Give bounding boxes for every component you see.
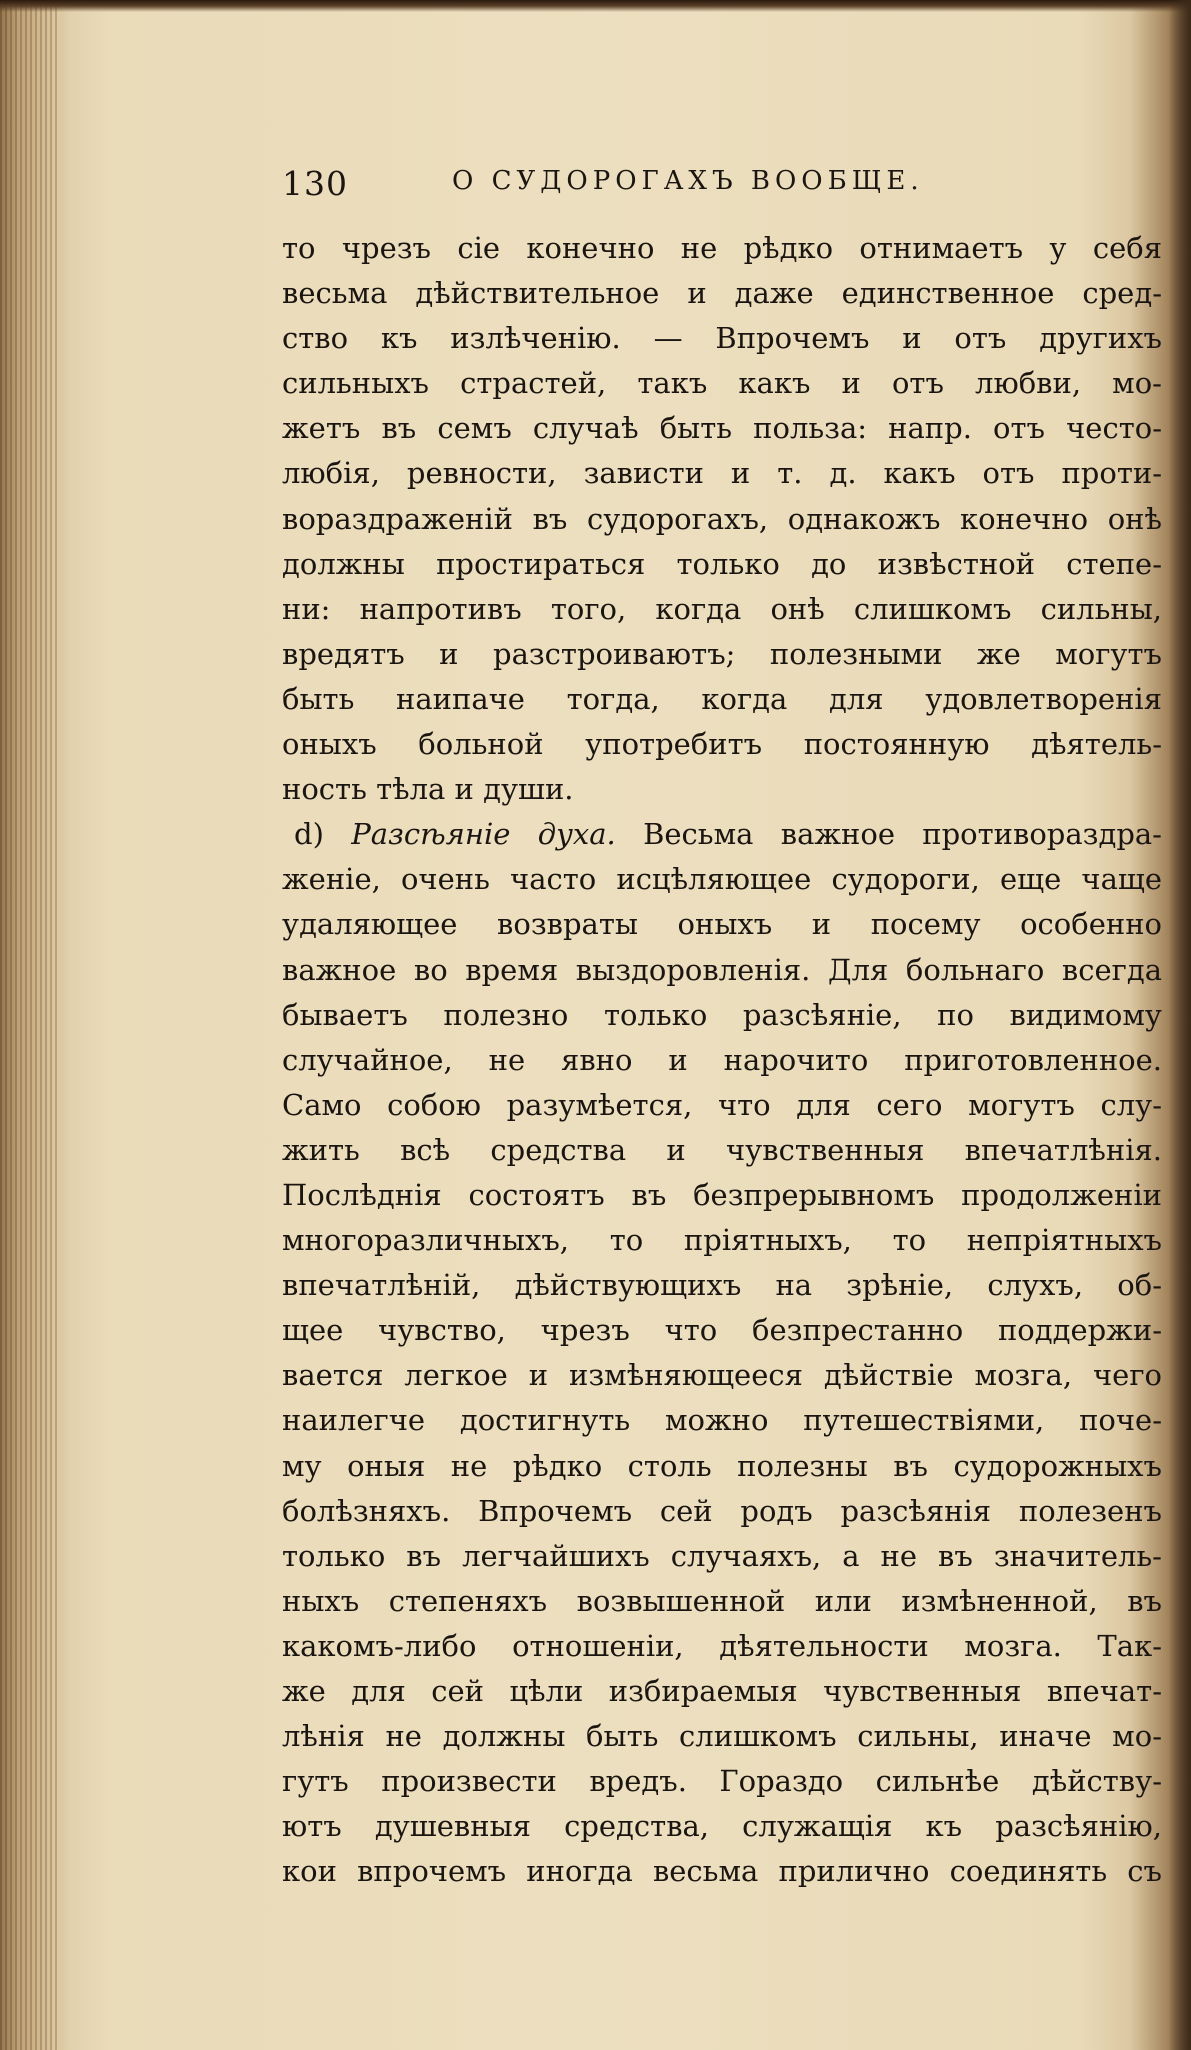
text-line: вораздраженій въ судорогахъ, однакожъ конечно онѣ (282, 501, 1162, 536)
text-line: сильныхъ страстей, такъ какъ и отъ любви, мо- (282, 366, 1162, 401)
page-edge-top (0, 0, 1191, 12)
text-line: впечатлѣній, дѣйствующихъ на зрѣніе, слухъ, об- (282, 1268, 1162, 1303)
paragraph-term: Разсѣяніе духа. (351, 817, 616, 852)
text-line: жить всѣ средства и чувственныя впечатлѣнія. (282, 1132, 1162, 1167)
text-line: щее чувство, чрезъ что безпрестанно поддержи- (282, 1313, 1162, 1348)
text-line: то чрезъ сіе конечно не рѣдко отнимаетъ у себя (282, 231, 1162, 265)
text-line: ство къ излѣченію. — Впрочемъ и отъ другихъ (282, 321, 1162, 356)
text-line: важное во время выздоровленія. Для больнаго всегда (282, 952, 1162, 987)
page-edge-left (0, 0, 60, 2050)
text-line: Послѣднія состоятъ въ безпрерывномъ продолженіи (282, 1177, 1162, 1212)
text-line: же для сей цѣли избираемыя чувственныя впечат- (282, 1674, 1162, 1708)
text-line: оныхъ больной употребитъ постоянную дѣятель- (282, 727, 1162, 762)
paragraph-first-line (282, 812, 1162, 857)
text-line: ни: напротивъ того, когда онѣ слишкомъ сильны, (282, 591, 1162, 626)
text-line: ютъ душевныя средства, служащія къ разсѣянію, (282, 1809, 1162, 1844)
text-line: лѣнія не должны быть слишкомъ сильны, иначе мо- (282, 1719, 1162, 1754)
text-line: бываетъ полезно только разсѣяніе, по видимому (282, 997, 1162, 1032)
body-text (282, 226, 1162, 1894)
text-line: случайное, не явно и нарочито приготовленное. (282, 1042, 1162, 1077)
text-line: многоразличныхъ, то пріятныхъ, то непріятныхъ (282, 1223, 1162, 1258)
text-line: му оныя не рѣдко столь полезны въ судорожныхъ (282, 1448, 1162, 1483)
text-line: быть наипаче тогда, когда для удовлетворенія (282, 681, 1162, 716)
text-line: только въ легчайшихъ случаяхъ, а не въ значитель- (282, 1538, 1162, 1573)
running-title: О СУДОРОГАХЪ ВООБЩЕ. (452, 166, 924, 196)
text-line: гутъ произвести вредъ. Гораздо сильнѣе дѣйству- (282, 1764, 1162, 1799)
text-line: любія, ревности, зависти и т. д. какъ отъ проти- (282, 456, 1162, 491)
text-line: вредятъ и разстроиваютъ; полезными же могутъ (282, 636, 1162, 671)
text-line: наилегче достигнуть можно путешествіями, почe- (282, 1403, 1162, 1438)
text-line: болѣзняхъ. Впрочемъ сей родъ разсѣянія полезенъ (282, 1493, 1162, 1528)
page-edge-right (1169, 0, 1191, 2050)
page-number: 130 (282, 164, 348, 203)
text-line: какомъ-либо отношеніи, дѣятельности мозга. Так- (282, 1628, 1162, 1663)
text-line: должны простираться только до извѣстной степе- (282, 546, 1162, 581)
text-line: Само собою разумѣется, что для сего могутъ слу- (282, 1087, 1162, 1122)
text-line: вается легкое и измѣняющееся дѣйствіе мозга, чего (282, 1358, 1162, 1393)
text-line: кои впрочемъ иногда весьма прилично соединять съ (282, 1854, 1162, 1889)
paragraph-marker: d) (294, 817, 324, 852)
text-line: ныхъ степеняхъ возвышенной или измѣненной, въ (282, 1583, 1162, 1618)
text-line: женіе, очень часто исцѣляющее судороги, еще чаще (282, 862, 1162, 897)
paragraph-first-line-rest: Весьма важное противораздра- (643, 817, 1162, 852)
text-line: весьма дѣйствительное и даже единственное сред- (282, 276, 1162, 311)
text-line: удаляющее возвраты оныхъ и посему особенно (282, 907, 1162, 942)
text-line: жетъ въ семъ случаѣ быть польза: напр. отъ често- (282, 411, 1162, 446)
page-header (282, 164, 1002, 210)
text-line: ность тѣла и души. (282, 772, 574, 807)
